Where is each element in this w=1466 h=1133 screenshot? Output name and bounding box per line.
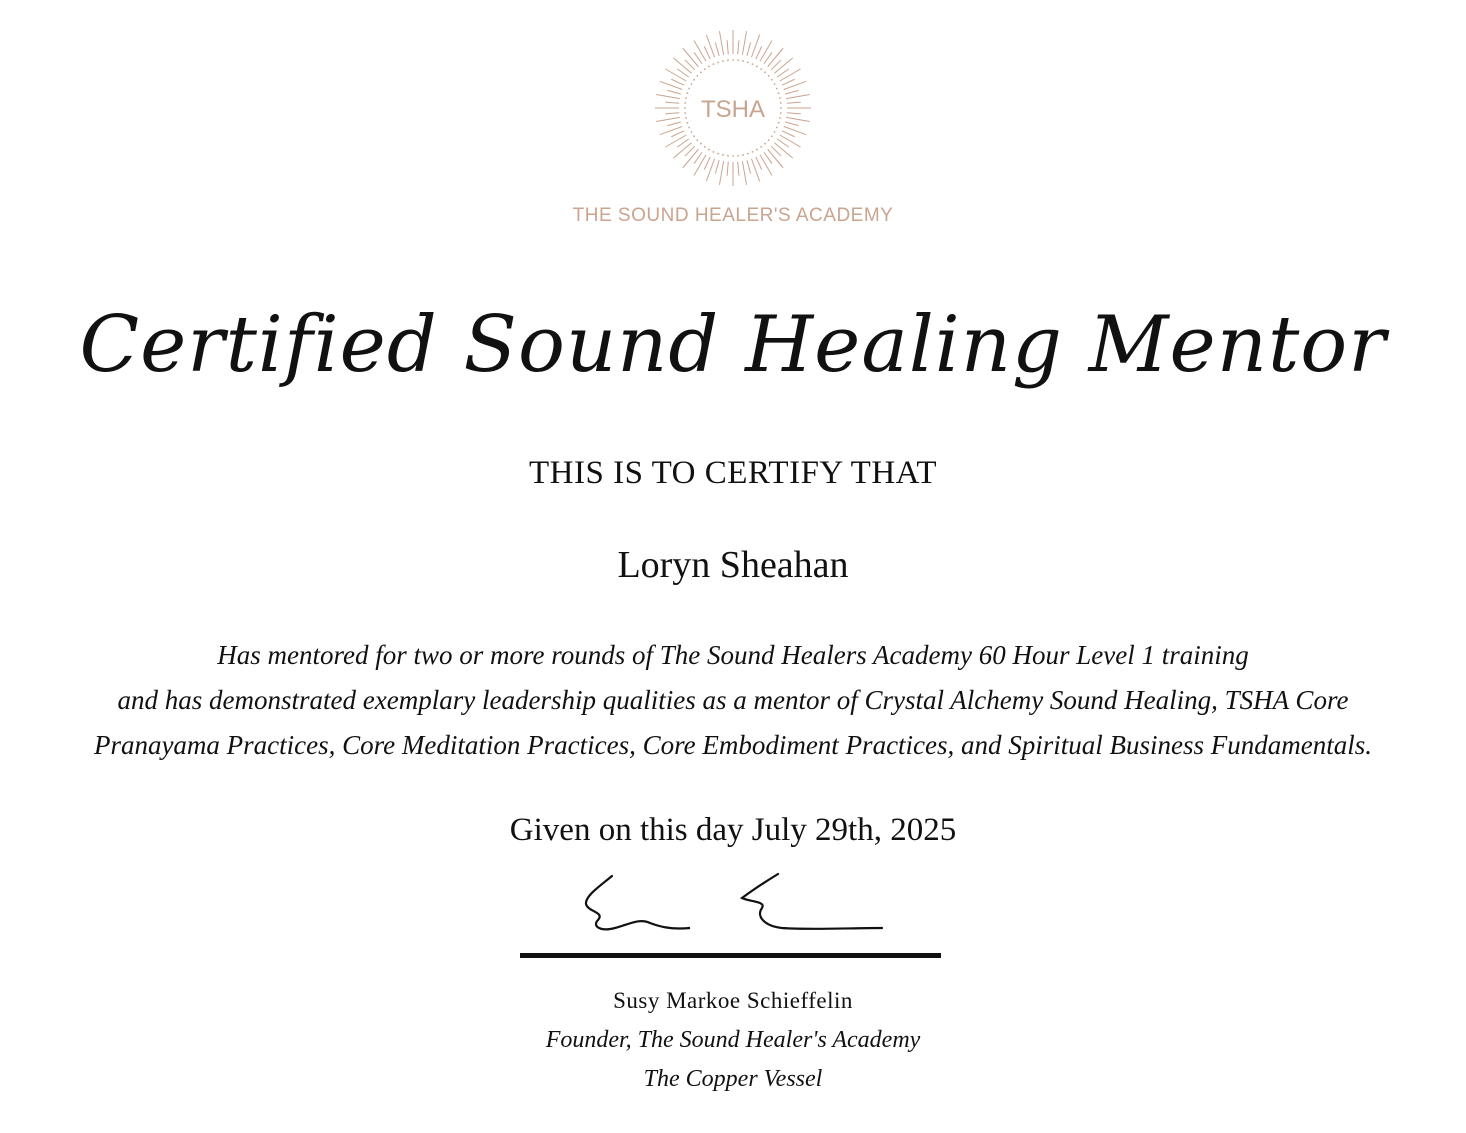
sunburst-ray (694, 52, 702, 63)
sunburst-dot (691, 83, 693, 85)
sunburst-dot (774, 83, 776, 85)
sunburst-ray (747, 160, 751, 174)
sunburst-dot (742, 154, 744, 156)
sunburst-ray (780, 69, 801, 81)
sunburst-ray (742, 31, 746, 55)
sunburst-dot (737, 155, 739, 157)
sunburst-ray (738, 162, 739, 176)
sunburst-ray (742, 161, 746, 185)
signature-line (520, 953, 941, 958)
body-line: Pranayama Practices, Core Meditation Practices, Core Embodiment Practices, and Spiritual Business Fundamentals. (93, 730, 1373, 760)
signer-organization: The Copper Vessel (643, 1066, 823, 1092)
body-line: and has demonstrated exemplary leadership qualities as a mentor of Crystal Alchemy Sound Healing, TSHA Core (117, 685, 1349, 715)
certificate-title: Certified Sound Healing Mentor (79, 300, 1387, 390)
sunburst-ray (785, 90, 799, 94)
sunburst-ray (671, 79, 684, 85)
sunburst-dot (768, 139, 770, 141)
sunburst-dot (691, 131, 693, 133)
body-line: Has mentored for two or more rounds of The Sound Healers Academy 60 Hour Level 1 training (217, 640, 1249, 670)
sunburst-dot (704, 68, 706, 70)
sunburst-ray (677, 69, 688, 77)
sunburst-ray (673, 143, 691, 158)
sunburst-ray (719, 161, 723, 185)
sunburst-dot (732, 155, 734, 157)
sunburst-dot (742, 60, 744, 62)
sunburst-dot (764, 143, 766, 145)
sunburst-ray (727, 162, 728, 176)
sunburst-ray (780, 135, 801, 147)
sunburst-dot (756, 66, 758, 68)
signature-image (570, 868, 900, 948)
sunburst-dot (704, 146, 706, 148)
sunburst-dot (764, 71, 766, 73)
academy-name: THE SOUND HEALER'S ACADEMY (572, 205, 894, 226)
sunburst-dot (747, 153, 749, 155)
sunburst-dot (688, 127, 690, 129)
signer-name: Susy Markoe Schieffelin (613, 988, 853, 1013)
sunburst-ray (764, 152, 772, 163)
sunburst-ray (782, 79, 795, 85)
sunburst-ray (760, 40, 772, 61)
sunburst-dot (688, 88, 690, 90)
sunburst-dot (776, 127, 778, 129)
sunburst-ray (677, 139, 688, 147)
sunburst-dot (700, 143, 702, 145)
given-date-line: Given on this day July 29th, 2025 (509, 812, 957, 848)
sunburst-ray (667, 90, 681, 94)
sunburst-dot (713, 63, 715, 65)
sunburst-ray (704, 157, 710, 170)
academy-logo (0, 20, 1466, 200)
logo-mark-text: TSHA (700, 96, 765, 123)
sunburst-dot (752, 63, 754, 65)
sunburst-dot (693, 79, 695, 81)
sunburst-dot (778, 92, 780, 94)
sunburst-ray (768, 48, 783, 66)
sunburst-ray (727, 40, 728, 54)
sunburst-ray (715, 42, 719, 56)
sunburst-ray (665, 69, 686, 81)
sunburst-dot (696, 139, 698, 141)
sunburst-ray (694, 152, 702, 163)
sunburst-ray (747, 42, 751, 56)
sunburst-ray (683, 149, 698, 167)
sunburst-dot (774, 131, 776, 133)
sunburst-ray (760, 155, 772, 176)
recipient-name: Loryn Sheahan (617, 544, 849, 586)
sunburst-ray (756, 46, 762, 59)
sunburst-ray (671, 131, 684, 137)
sunburst-dot (756, 149, 758, 151)
sunburst-ray (683, 48, 698, 66)
sunburst-dot (708, 149, 710, 151)
certificate-body (30, 633, 1436, 768)
sunburst-dot (747, 61, 749, 63)
sunburst-ray (673, 58, 691, 73)
sunburst-dot (771, 135, 773, 137)
sunburst-ray (764, 52, 772, 63)
sunburst-ray (715, 160, 719, 174)
sunburst-dot (760, 146, 762, 148)
sunburst-dot (727, 155, 729, 157)
certify-line: THIS IS TO CERTIFY THAT (529, 455, 937, 491)
sunburst-dot (771, 79, 773, 81)
sunburst-ray (777, 139, 788, 147)
sunburst-dot (708, 66, 710, 68)
sunburst-ray (774, 58, 792, 73)
sunburst-dot (760, 68, 762, 70)
sunburst-dot (722, 154, 724, 156)
signer-role: Founder, The Sound Healer's Academy (545, 1027, 921, 1053)
sunburst-dot (737, 59, 739, 61)
sunburst-dot (696, 75, 698, 77)
sunburst-ray (774, 143, 792, 158)
sunburst-dot (776, 88, 778, 90)
sunburst-ray (756, 157, 762, 170)
sunburst-dot (722, 60, 724, 62)
sunburst-dot (693, 135, 695, 137)
sunburst-ray (738, 40, 739, 54)
sunburst-ray (694, 155, 706, 176)
sunburst-ray (665, 135, 686, 147)
sunburst-ray (777, 69, 788, 77)
sunburst-dot (727, 59, 729, 61)
sunburst-ray (768, 149, 783, 167)
sunburst-ray (719, 31, 723, 55)
sunburst-dot (700, 71, 702, 73)
sunburst-dot (768, 75, 770, 77)
sunburst-ray (694, 40, 706, 61)
sunburst-dot (752, 151, 754, 153)
sunburst-ray (704, 46, 710, 59)
sunburst-dot (717, 61, 719, 63)
sunburst-dot (717, 153, 719, 155)
sunburst-ray (782, 131, 795, 137)
sunburst-dot (713, 151, 715, 153)
sunburst-dot (732, 59, 734, 61)
sunburst-dot (686, 92, 688, 94)
